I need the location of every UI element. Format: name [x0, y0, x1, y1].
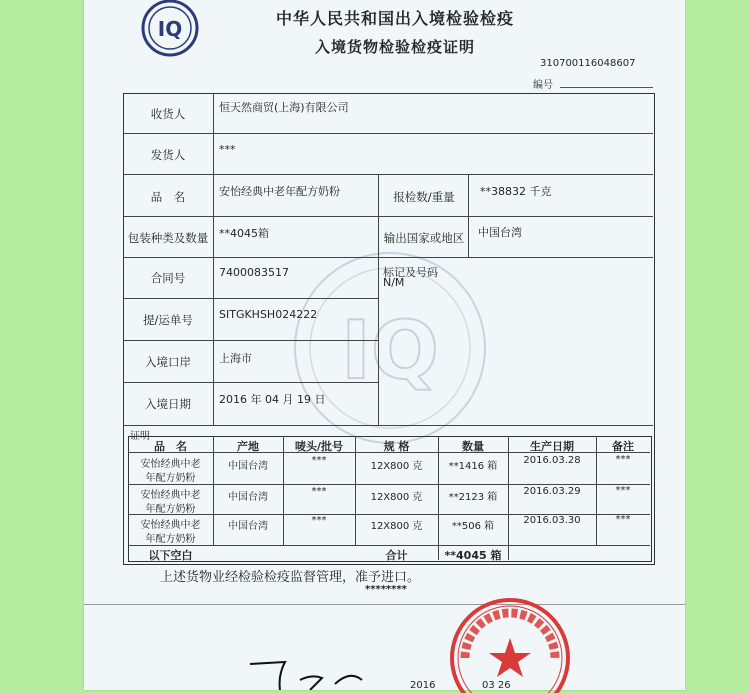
row2-note: *** — [615, 485, 631, 496]
row1-name-line1: 安怡经典中老 — [140, 459, 201, 470]
row1-origin: 中国台湾 — [228, 461, 268, 472]
row3-date: 2016.03.30 — [523, 515, 581, 526]
blank-below-label: 以下空白 — [148, 549, 193, 562]
consignor-value: *** — [219, 143, 236, 156]
packaging-label: 包装种类及数量 — [127, 231, 209, 245]
row2-qty: **2123 箱 — [448, 492, 498, 503]
row3-name-line1: 安怡经典中老 — [140, 520, 201, 531]
col-header-spec: 规 格 — [383, 440, 410, 453]
row3-qty: **506 箱 — [451, 521, 495, 532]
official-seal — [445, 593, 575, 693]
col-header-origin: 产地 — [237, 440, 259, 453]
signature-month-day: 03 26 — [482, 680, 511, 691]
handwritten-signature — [240, 650, 390, 690]
goods-name-value: 安怡经典中老年配方奶粉 — [219, 185, 340, 198]
title-line-2: 入境货物检验检疫证明 — [314, 38, 475, 56]
col-header-note: 备注 — [612, 440, 634, 453]
svg-text:IQ: IQ — [157, 17, 183, 41]
row2-name-line2: 年配方奶粉 — [145, 504, 196, 515]
marks-label: 标记及号码 — [383, 266, 438, 279]
col-header-mark: 唛头/批号 — [294, 440, 344, 453]
row2-name-line1: 安怡经典中老 — [140, 490, 201, 501]
title-line-1: 中华人民共和国出入境检验检疫 — [275, 9, 514, 28]
col-header-qty: 数量 — [462, 440, 484, 453]
row3-spec: 12X800 克 — [370, 521, 423, 532]
ciq-logo — [138, 0, 202, 60]
row1-qty: **1416 箱 — [448, 461, 498, 472]
row3-name-line2: 年配方奶粉 — [145, 534, 196, 545]
goods-row-divider — [128, 545, 650, 546]
row-divider — [123, 216, 653, 217]
bill-of-lading-value: SITGKHSH024222 — [219, 308, 318, 321]
row2-spec: 12X800 克 — [370, 492, 423, 503]
consignor-label: 发货人 — [150, 148, 186, 162]
goods-row-divider — [128, 484, 650, 485]
row2-origin: 中国台湾 — [228, 492, 268, 503]
total-label: 合计 — [385, 549, 408, 562]
signature-year: 2016 — [410, 680, 436, 691]
row-divider — [123, 133, 653, 134]
col-header-name: 品 名 — [154, 440, 187, 453]
row-divider — [123, 340, 378, 341]
total-value: **4045 箱 — [444, 549, 502, 562]
entry-port-value: 上海市 — [219, 352, 252, 365]
row-divider — [123, 257, 653, 258]
number-underline — [560, 87, 653, 88]
col-divider — [378, 174, 379, 425]
row1-spec: 12X800 克 — [370, 461, 423, 472]
entry-date-label: 入境日期 — [145, 397, 191, 411]
packaging-value: **4045箱 — [219, 227, 269, 240]
row1-date: 2016.03.28 — [523, 455, 581, 466]
col-divider — [213, 93, 214, 425]
release-statement: 上述货物业经检验检疫监督管理，准予进口。 — [160, 570, 421, 585]
row-divider — [123, 174, 653, 175]
col-divider — [468, 174, 469, 257]
row3-note: *** — [615, 514, 631, 525]
row-divider — [123, 298, 378, 299]
origin-country-label: 输出国家或地区 — [383, 231, 465, 245]
row3-origin: 中国台湾 — [228, 521, 268, 532]
entry-date-value: 2016 年 04 月 19 日 — [219, 393, 326, 406]
signature-divider — [84, 604, 685, 605]
entry-port-label: 入境口岸 — [145, 355, 191, 369]
quantity-weight-label: 报检数/重量 — [393, 190, 455, 204]
quantity-weight-value: **38832 千克 — [480, 185, 552, 198]
consignee-value: 恒天然商贸(上海)有限公司 — [219, 101, 349, 114]
svg-text:IQ: IQ — [341, 304, 439, 397]
statement-stars: ******** — [365, 584, 407, 595]
row1-note: *** — [615, 454, 631, 465]
row2-date: 2016.03.29 — [523, 486, 581, 497]
origin-country-value: 中国台湾 — [478, 226, 522, 239]
consignee-label: 收货人 — [150, 107, 186, 121]
bill-of-lading-label: 提/运单号 — [143, 313, 193, 327]
number-label: 编号 — [533, 80, 553, 91]
col-header-date: 生产日期 — [530, 440, 574, 453]
row1-mark: *** — [311, 455, 327, 466]
marks-value: N/M — [383, 276, 405, 289]
row-divider — [123, 425, 653, 426]
certify-label: 证明 — [130, 431, 150, 442]
row3-mark: *** — [311, 515, 327, 526]
contract-number-label: 合同号 — [150, 271, 186, 285]
row2-mark: *** — [311, 486, 327, 497]
certificate-number: 310700116048607 — [540, 58, 636, 69]
row1-name-line2: 年配方奶粉 — [145, 473, 196, 484]
contract-number-value: 7400083517 — [219, 266, 289, 279]
goods-name-label: 品 名 — [150, 190, 186, 204]
row-divider — [123, 382, 378, 383]
